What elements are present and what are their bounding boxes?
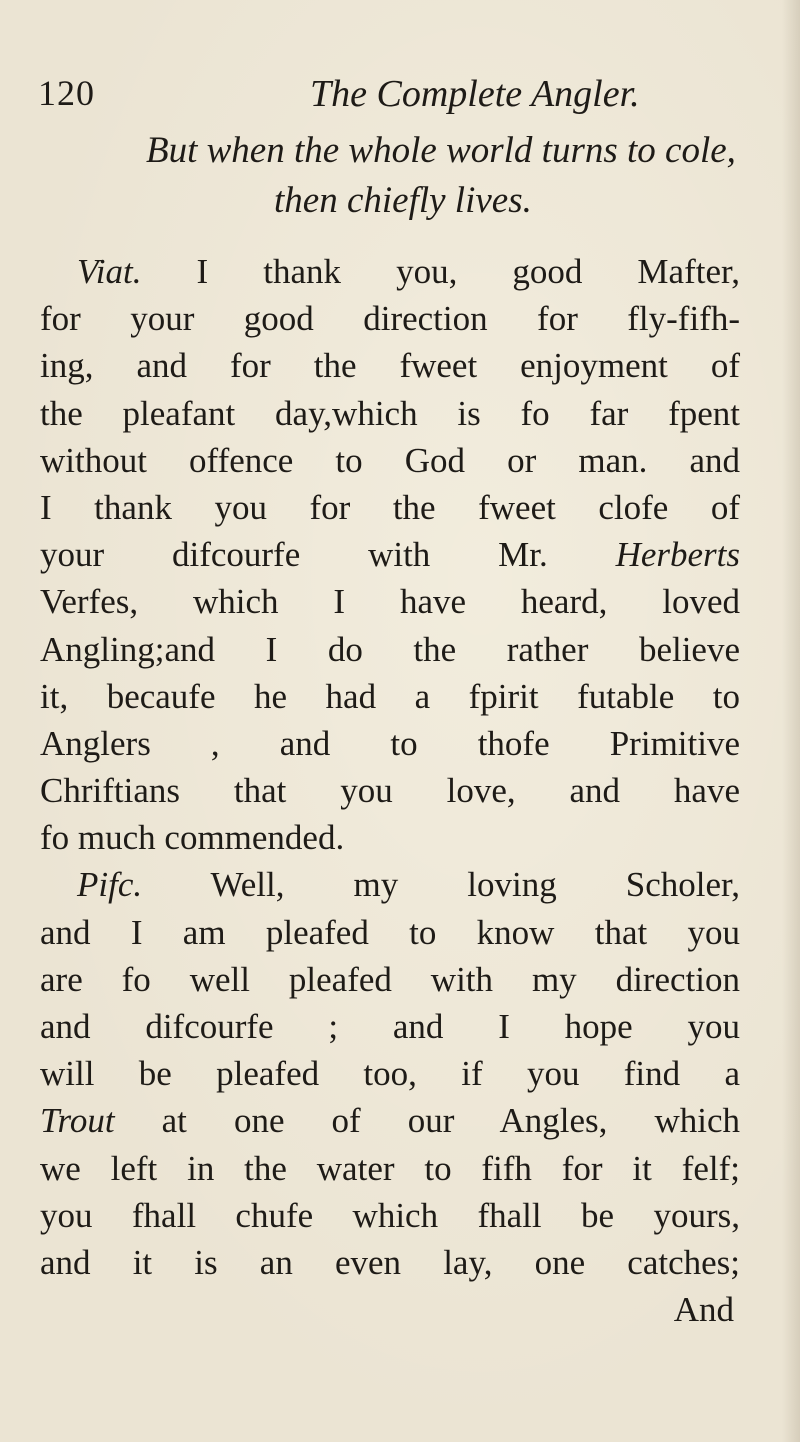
text-line: will be pleafed too, if you find a bbox=[40, 1054, 740, 1094]
text-line: we left in the water to fifh for it felf; bbox=[40, 1148, 740, 1188]
line-text: Well, my loving Scholer, bbox=[210, 865, 741, 905]
text-line: and difcourfe ; and I hope you bbox=[40, 1007, 740, 1046]
text-line bbox=[40, 861, 740, 908]
verse-line: But when the whole world turns to cole, bbox=[146, 130, 736, 171]
body-text bbox=[40, 248, 740, 1333]
catchword: And bbox=[673, 1290, 734, 1330]
text-line: and it is an even lay, one catches; bbox=[40, 1242, 740, 1282]
line-text: I thank you, good Mafter, bbox=[196, 252, 740, 291]
running-head bbox=[38, 72, 738, 122]
verse-line: then chiefly lives. bbox=[274, 180, 532, 221]
text-line bbox=[40, 531, 740, 578]
text-line: are fo well pleafed with my direction bbox=[40, 959, 740, 999]
page-edge-shadow bbox=[782, 0, 800, 1442]
text-line: for your good direction for fly-fifh- bbox=[40, 299, 740, 339]
line-text: your difcourfe with Mr. bbox=[40, 535, 548, 575]
text-line: Angling;and I do the rather believe bbox=[40, 629, 740, 669]
speaker-name: Pifc. bbox=[77, 865, 143, 905]
text-line: Anglers , and to thofe Primitive bbox=[40, 723, 740, 763]
text-line: Verfes, which I have heard, loved bbox=[40, 582, 740, 622]
text-line: and I am pleafed to know that you bbox=[40, 912, 740, 952]
text-line: the pleafant day,which is fo far fpent bbox=[40, 393, 740, 433]
text-line: ing, and for the fweet enjoyment of bbox=[40, 346, 740, 386]
italic-word: Trout bbox=[40, 1101, 115, 1141]
line-text: at one of our Angles, which bbox=[161, 1101, 740, 1141]
text-line: you fhall chufe which fhall be yours, bbox=[40, 1195, 740, 1235]
text-line bbox=[40, 1097, 740, 1144]
text-line: without offence to God or man. and bbox=[40, 440, 740, 480]
speaker-name: Viat. bbox=[77, 252, 142, 291]
text-line: it, becaufe he had a fpirit futable to bbox=[40, 676, 740, 716]
page-number: 120 bbox=[38, 73, 95, 113]
italic-name: Herberts bbox=[615, 535, 741, 575]
text-line: fo much commended. bbox=[40, 818, 345, 858]
text-line: I thank you for the fweet clofe of bbox=[40, 487, 740, 527]
text-line bbox=[40, 248, 740, 295]
running-title: The Complete Angler. bbox=[310, 73, 640, 115]
text-line: Chriftians that you love, and have bbox=[40, 771, 740, 811]
